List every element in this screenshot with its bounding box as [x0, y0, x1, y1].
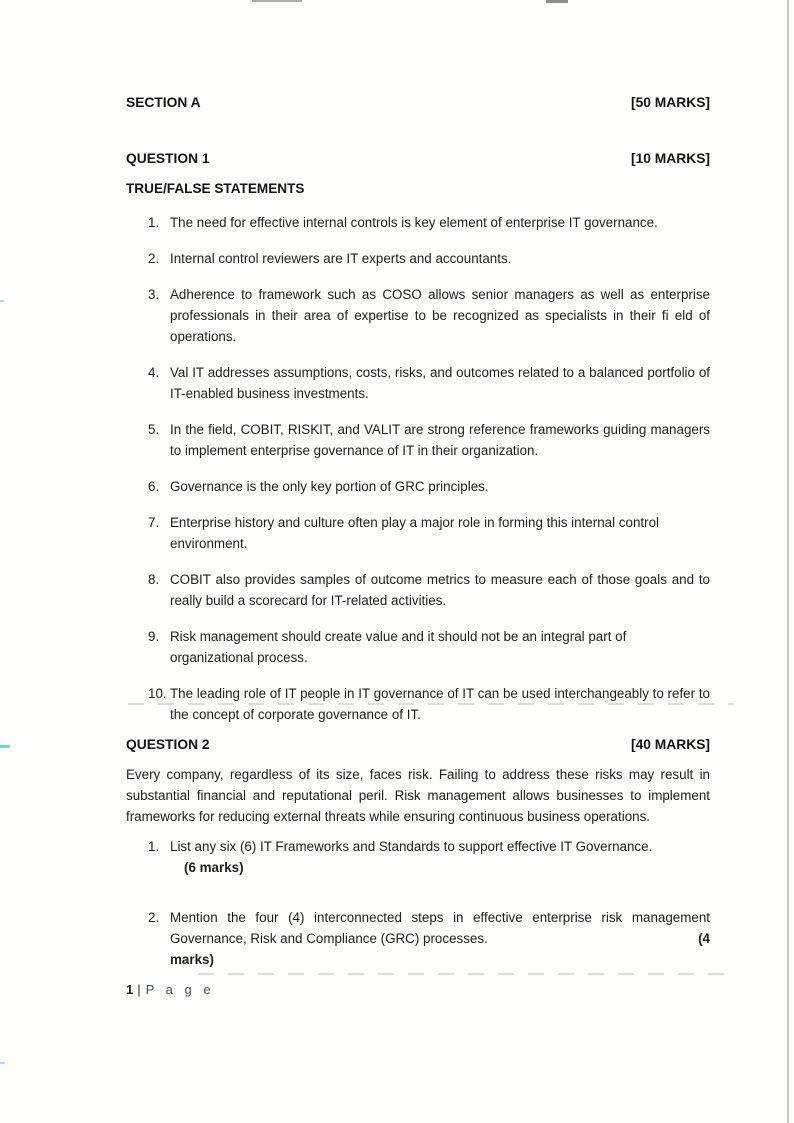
item-text: Internal control reviewers are IT experts and accountants. — [170, 251, 512, 266]
footer-page-number: 1 — [126, 982, 134, 997]
item-text-body: List any six (6) IT Frameworks and Standards to support effective IT Governance. — [170, 839, 653, 854]
item-text: The need for effective internal controls is key element of enterprise IT governance. — [170, 215, 658, 230]
item-number: 5. — [148, 422, 160, 437]
scan-cyan-artifact — [0, 1062, 5, 1064]
item-text: Enterprise history and culture often play a major role in forming this internal control environment. — [170, 515, 659, 551]
list-item — [126, 248, 710, 269]
list-item — [126, 836, 710, 878]
item-number: 7. — [148, 515, 160, 530]
list-item — [126, 419, 710, 461]
list-item — [126, 362, 710, 404]
section-title: SECTION A — [126, 95, 201, 110]
question1-subtitle: TRUE/FALSE STATEMENTS — [126, 181, 305, 196]
question2-intro: Every company, regardless of its size, faces risk. Failing to address these risks may result in substantial financial and reputational peril. Risk management allows businesses to implement frameworks for reducing external threats while ensuring continuous business operations. — [126, 767, 710, 824]
scan-mark — [252, 0, 302, 2]
question1-header — [126, 151, 710, 166]
scan-edge-line — [787, 0, 789, 1123]
question2-header — [126, 737, 710, 752]
section-marks: [50 MARKS] — [631, 95, 710, 110]
item-text: In the field, COBIT, RISKIT, and VALIT are strong reference frameworks guiding managers to implement enterprise governance of IT in their organization. — [170, 422, 710, 458]
list-item — [126, 212, 710, 233]
scan-mark — [546, 0, 568, 3]
list-item — [126, 476, 710, 497]
scan-smudge-line — [128, 703, 734, 705]
scan-cyan-artifact — [0, 300, 4, 302]
item-text: Governance is the only key portion of GRC principles. — [170, 479, 489, 494]
footer-separator: | — [137, 982, 141, 997]
item-text-body: Mention the four (4) interconnected steps in effective enterprise risk management Governance, Risk and Compliance (GRC) processes. — [170, 910, 710, 946]
footer-page-label: P a g e — [145, 982, 215, 997]
item-marks-open: (4 — [698, 931, 710, 946]
item-number: 2. — [148, 910, 160, 925]
item-number: 6. — [148, 479, 160, 494]
section-header — [126, 95, 710, 110]
item-number: 10. — [148, 686, 167, 701]
list-item — [126, 512, 710, 554]
item-text: COBIT also provides samples of outcome metrics to measure each of those goals and to really build a scorecard for IT-related activities. — [170, 572, 710, 608]
item-number: 1. — [148, 839, 160, 854]
item-marks: (6 marks) — [184, 860, 244, 875]
question2-list — [126, 836, 710, 970]
question2-title: QUESTION 2 — [126, 737, 210, 752]
question1-marks: [10 MARKS] — [631, 151, 710, 166]
item-number: 9. — [148, 629, 160, 644]
item-marks-close: marks) — [170, 952, 214, 967]
item-number: 3. — [148, 287, 160, 302]
item-text: Adherence to framework such as COSO allows senior managers as well as enterprise professionals in their area of expertise to be recognized as specialists in their fi eld of operations. — [170, 287, 710, 344]
item-number: 1. — [148, 215, 160, 230]
true-false-list — [126, 212, 710, 725]
list-item — [126, 284, 710, 347]
item-number: 8. — [148, 572, 160, 587]
list-item — [126, 626, 710, 668]
item-text: The leading role of IT people in IT governance of IT can be used interchangeably to refer to the concept of corporate governance of IT. — [170, 686, 710, 722]
scan-smudge-line — [198, 973, 738, 975]
item-text: Risk management should create value and it should not be an integral part of organizational process. — [170, 629, 627, 665]
list-item — [126, 569, 710, 611]
question1-title: QUESTION 1 — [126, 151, 210, 166]
page-footer — [126, 982, 215, 998]
item-number: 4. — [148, 365, 160, 380]
item-text: Val IT addresses assumptions, costs, risks, and outcomes related to a balanced portfolio of IT-enabled business investments. — [170, 365, 710, 401]
scan-cyan-artifact — [0, 745, 10, 748]
question2-marks: [40 MARKS] — [631, 737, 710, 752]
list-item — [126, 907, 710, 970]
item-text — [170, 836, 710, 878]
item-number: 2. — [148, 251, 160, 266]
item-text — [170, 907, 710, 970]
